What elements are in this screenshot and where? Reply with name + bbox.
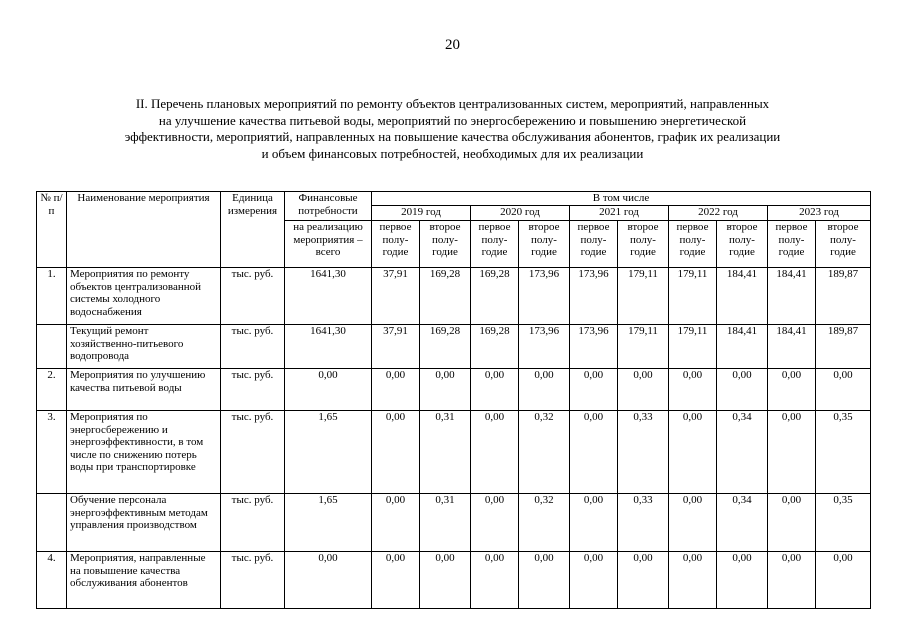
row-value: 0,00 — [372, 369, 420, 411]
header-including: В том числе — [372, 192, 871, 206]
row-value: 0,00 — [570, 411, 618, 494]
header-second-half: второе полу-годие — [816, 221, 871, 268]
row-name: Обучение персонала энергоэффективным методам управления производством — [67, 494, 221, 552]
row-value: 0,00 — [471, 494, 519, 552]
row-name: Текущий ремонт хозяйственно-питьевого водопровода — [67, 325, 221, 369]
table-row — [37, 411, 871, 494]
header-first-half: первое полу-годие — [768, 221, 816, 268]
row-name: Мероприятия по улучшению качества питьевой воды — [67, 369, 221, 411]
row-value: 0,33 — [618, 494, 669, 552]
page-number: 20 — [445, 37, 460, 53]
row-name: Мероприятия, направленные на повышение качества обслуживания абонентов — [67, 552, 221, 609]
row-value: 0,00 — [768, 369, 816, 411]
header-unit: Единица измерения — [221, 192, 285, 268]
row-value: 0,00 — [816, 552, 871, 609]
row-value: 184,41 — [768, 325, 816, 369]
row-value: 0,00 — [768, 411, 816, 494]
row-unit: тыс. руб. — [221, 325, 285, 369]
header-second-half: второе полу-годие — [717, 221, 768, 268]
row-value: 169,28 — [471, 325, 519, 369]
row-value: 169,28 — [420, 325, 471, 369]
row-total: 1,65 — [285, 411, 372, 494]
row-value: 184,41 — [768, 268, 816, 325]
header-name: Наименование мероприятия — [67, 192, 221, 268]
row-value: 184,41 — [717, 325, 768, 369]
header-year: 2019 год — [372, 206, 471, 221]
row-name: Мероприятия по ремонту объектов централизованной системы холодного водоснабжения — [67, 268, 221, 325]
row-value: 0,33 — [618, 411, 669, 494]
title-line: II. Перечень плановых мероприятий по ремонту объектов централизованных систем, мероприятий, направленных — [135, 96, 770, 111]
row-number: 2. — [37, 369, 67, 411]
row-value: 0,31 — [420, 411, 471, 494]
row-value: 0,00 — [618, 369, 669, 411]
row-total: 0,00 — [285, 369, 372, 411]
row-value: 189,87 — [816, 268, 871, 325]
document-title — [40, 96, 865, 162]
row-value: 0,00 — [570, 369, 618, 411]
row-value: 0,00 — [420, 369, 471, 411]
row-value: 0,34 — [717, 494, 768, 552]
header-year: 2021 год — [570, 206, 669, 221]
row-total: 1641,30 — [285, 325, 372, 369]
row-total: 1641,30 — [285, 268, 372, 325]
row-number — [37, 494, 67, 552]
row-value: 0,00 — [816, 369, 871, 411]
row-value: 173,96 — [519, 325, 570, 369]
row-value: 0,00 — [471, 411, 519, 494]
title-line: на улучшение качества питьевой воды, мероприятий по энергосбережению и повышению энергетической — [158, 112, 747, 128]
row-number: 4. — [37, 552, 67, 609]
row-unit: тыс. руб. — [221, 369, 285, 411]
header-row — [37, 192, 871, 206]
row-value: 0,00 — [717, 369, 768, 411]
row-total: 0,00 — [285, 552, 372, 609]
row-value: 0,35 — [816, 494, 871, 552]
row-value: 0,00 — [570, 494, 618, 552]
row-value: 0,00 — [471, 369, 519, 411]
row-value: 0,00 — [768, 552, 816, 609]
table-row — [37, 325, 871, 369]
row-value: 179,11 — [669, 325, 717, 369]
table-row — [37, 369, 871, 411]
row-unit: тыс. руб. — [221, 552, 285, 609]
row-value: 0,00 — [519, 552, 570, 609]
row-number: 3. — [37, 411, 67, 494]
header-first-half: первое полу-годие — [669, 221, 717, 268]
row-value: 169,28 — [420, 268, 471, 325]
row-value: 0,00 — [618, 552, 669, 609]
header-first-half: первое полу-годие — [471, 221, 519, 268]
header-year: 2022 год — [669, 206, 768, 221]
table-row — [37, 552, 871, 609]
header-no: № п/п — [37, 192, 67, 268]
row-unit: тыс. руб. — [221, 268, 285, 325]
row-value: 0,00 — [669, 369, 717, 411]
row-value: 0,32 — [519, 411, 570, 494]
row-unit: тыс. руб. — [221, 411, 285, 494]
row-value: 179,11 — [618, 325, 669, 369]
plan-table — [36, 191, 871, 609]
header-year: 2020 год — [471, 206, 570, 221]
row-value: 179,11 — [618, 268, 669, 325]
row-name: Мероприятия по энергосбережению и энергоэффективности, в том числе по снижению потерь воды при транспортировке — [67, 411, 221, 494]
header-second-half: второе полу-годие — [519, 221, 570, 268]
row-value: 0,00 — [717, 552, 768, 609]
header-first-half: первое полу-годие — [570, 221, 618, 268]
row-value: 37,91 — [372, 325, 420, 369]
header-finance-total: на реализацию мероприятия – всего — [285, 221, 372, 268]
row-unit: тыс. руб. — [221, 494, 285, 552]
row-number — [37, 325, 67, 369]
row-value: 0,00 — [471, 552, 519, 609]
row-value: 173,96 — [519, 268, 570, 325]
row-value: 173,96 — [570, 268, 618, 325]
row-value: 0,00 — [519, 369, 570, 411]
row-value: 0,00 — [372, 494, 420, 552]
header-second-half: второе полу-годие — [420, 221, 471, 268]
row-value: 0,00 — [669, 494, 717, 552]
row-value: 0,32 — [519, 494, 570, 552]
row-value: 0,35 — [816, 411, 871, 494]
header-first-half: первое полу-годие — [372, 221, 420, 268]
header-year: 2023 год — [768, 206, 871, 221]
header-finance: Финансовые потребности — [285, 192, 372, 221]
row-value: 0,00 — [669, 411, 717, 494]
row-value: 0,00 — [372, 552, 420, 609]
table-row — [37, 268, 871, 325]
row-value: 37,91 — [372, 268, 420, 325]
header-second-half: второе полу-годие — [618, 221, 669, 268]
row-value: 0,00 — [420, 552, 471, 609]
row-value: 0,00 — [372, 411, 420, 494]
row-value: 179,11 — [669, 268, 717, 325]
row-total: 1,65 — [285, 494, 372, 552]
row-value: 0,34 — [717, 411, 768, 494]
title-line: и объем финансовых потребностей, необходимых для их реализации — [261, 145, 644, 161]
row-value: 0,00 — [669, 552, 717, 609]
row-value: 0,00 — [768, 494, 816, 552]
row-number: 1. — [37, 268, 67, 325]
table-row — [37, 494, 871, 552]
row-value: 169,28 — [471, 268, 519, 325]
title-line: эффективности, мероприятий, направленных на повышение качества обслуживания абонентов, график их реализации — [124, 129, 781, 144]
row-value: 0,00 — [570, 552, 618, 609]
row-value: 0,31 — [420, 494, 471, 552]
row-value: 184,41 — [717, 268, 768, 325]
row-value: 189,87 — [816, 325, 871, 369]
row-value: 173,96 — [570, 325, 618, 369]
